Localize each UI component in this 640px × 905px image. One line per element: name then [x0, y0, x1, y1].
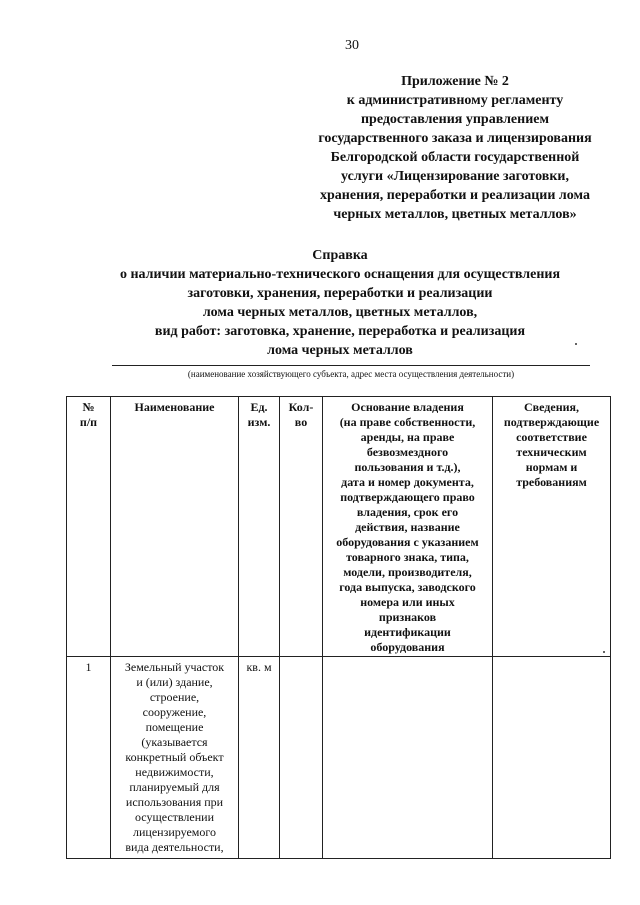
appendix-line: Белгородской области государственной	[330, 150, 580, 165]
appendix-line: хранения, переработки и реализации лома	[320, 188, 590, 203]
appendix-heading	[290, 72, 620, 224]
row-compliance-info	[493, 657, 611, 859]
appendix-line: к административному регламенту	[346, 93, 564, 108]
table-row	[67, 657, 611, 859]
row-name	[111, 657, 239, 859]
header-compliance-info	[493, 397, 611, 657]
appendix-line: услуги «Лицензирование заготовки,	[341, 169, 569, 184]
equipment-table	[66, 396, 611, 859]
header-name	[111, 397, 239, 657]
certificate-title: Справка	[312, 248, 368, 263]
header-unit	[239, 397, 280, 657]
certificate-line: лома черных металлов	[267, 343, 413, 358]
header-unit-text: Ед. изм.	[247, 400, 271, 429]
row-name-text: Земельный участок и (или) здание, строение, сооружение, помещение (указывается конкретный объект недвижимости, планируемый для использования при осуществлении лицензируемого вида деятельности,	[124, 660, 225, 854]
scan-speck	[575, 343, 577, 345]
appendix-line: черных металлов, цветных металлов»	[333, 207, 577, 222]
organization-caption: (наименование хозяйствующего субъекта, адрес места осуществления деятельности)	[187, 369, 515, 379]
certificate-line: вид работ: заготовка, хранение, переработка и реализация	[154, 324, 526, 339]
header-quantity-text: Кол- во	[288, 400, 314, 429]
organization-fill-line	[112, 365, 590, 366]
certificate-heading	[80, 246, 600, 360]
header-quantity	[280, 397, 323, 657]
scan-speck	[603, 651, 605, 653]
certificate-line: о наличии материально-технического оснащения для осуществления	[119, 267, 561, 282]
appendix-line: государственного заказа и лицензирования	[318, 131, 592, 146]
header-ownership-basis	[323, 397, 493, 657]
row-quantity	[280, 657, 323, 859]
row-ownership-basis	[323, 657, 493, 859]
certificate-line: заготовки, хранения, переработки и реализации	[187, 286, 493, 301]
header-number-text: № п/п	[79, 400, 98, 429]
header-name-text: Наименование	[134, 400, 215, 414]
table-header-row	[67, 397, 611, 657]
header-compliance-info-text: Сведения, подтверждающие соответствие техническим нормам и требованиям	[503, 400, 600, 489]
row-number: 1	[67, 657, 111, 859]
appendix-line: предоставления управлением	[360, 112, 550, 127]
appendix-line: Приложение № 2	[401, 74, 509, 89]
certificate-line: лома черных металлов, цветных металлов,	[202, 305, 478, 320]
header-ownership-basis-text: Основание владения (на праве собственности, аренды, на праве безвозмездного пользования и т.д.), дата и номер документа, подтверждающего право владения, срок его действия, название оборудования с указанием товарного знака, типа, модели, производителя, года выпуска, заводского номера или иных признаков идентификации оборудования	[336, 400, 479, 654]
header-number	[67, 397, 111, 657]
row-unit: кв. м	[239, 657, 280, 859]
page-number: 30	[345, 38, 359, 53]
